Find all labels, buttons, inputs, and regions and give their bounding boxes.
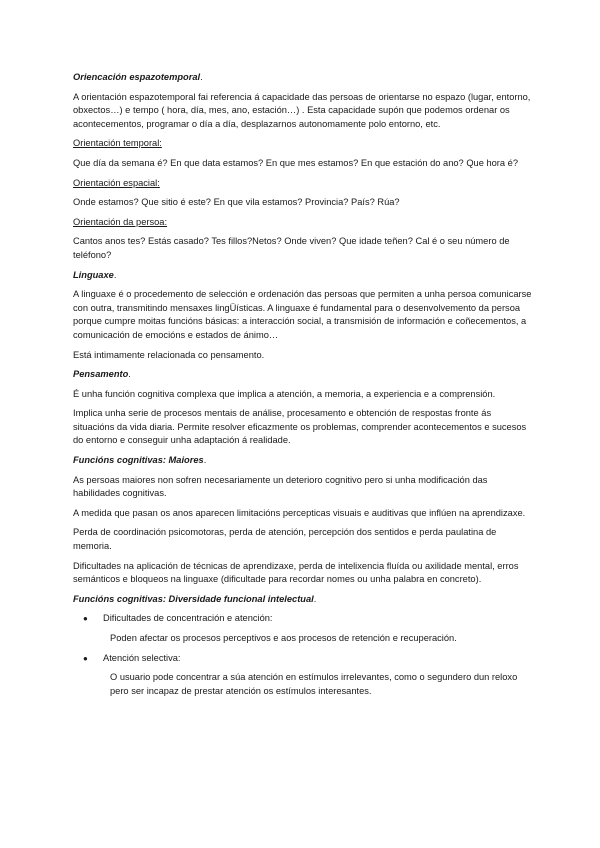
paragraph-persoa: Cantos anos tes? Estás casado? Tes fillos?Netos? Onde viven? Que idade teñen? Cal é o seu número de teléfono? xyxy=(73,236,510,260)
list-item-description: Poden afectar os procesos perceptivos e aos procesos de retención e recuperación. xyxy=(110,633,457,643)
list-item-label: Dificultades de concentración e atención: xyxy=(103,613,273,624)
title-period: . xyxy=(128,369,131,380)
list-item-description: O usuario pode concentrar a súa atención en estímulos irrelevantes, como o segundero dun reloxo pero ser incapaz de prestar atención os estímulos interesantes. xyxy=(110,672,518,696)
paragraph-linguaxe-2: Está intimamente relacionada co pensamento. xyxy=(73,349,265,360)
bullet-icon: ● xyxy=(83,653,88,663)
paragraph-maiores-2: A medida que pasan os anos aparecen limitacións percepticas visuais e auditivas que inflúen na aprendizaxe. xyxy=(73,507,526,518)
section-title-text: Pensamento xyxy=(73,369,129,380)
title-period: . xyxy=(313,593,317,604)
list-item xyxy=(73,612,533,626)
paragraph-maiores-3: Perda de coordinación psicomotoras, perda de atención, percepción dos sentidos e perda paulatina de memoria. xyxy=(73,527,497,552)
subheading-persoa: Orientación da persoa: xyxy=(73,216,168,227)
section-title-orientacion xyxy=(73,71,533,85)
section-title-maiores xyxy=(73,454,533,468)
section-title-linguaxe xyxy=(73,269,533,283)
section-title-text: Funcións cognitivas: Diversidade funcional intelectual xyxy=(73,593,314,604)
document-page xyxy=(73,71,533,704)
paragraph-maiores-1: As persoas maiores non sofren necesariamente un deterioro cognitivo pero si unha modificación das habilidades cognitivas. xyxy=(73,474,488,499)
section-title-text: Oriencación espazotemporal xyxy=(73,72,201,82)
paragraph-pensamento: É unha función cognitiva complexa que implica a atención, a memoria, a experiencia e a comprensión. xyxy=(73,388,496,399)
title-period: . xyxy=(203,455,207,466)
paragraph-temporal: Que día da semana é? En que data estamos? En que mes estamos? En que estación do ano? Que hora é? xyxy=(73,157,519,168)
section-title-text: Linguaxe xyxy=(73,269,114,280)
paragraph-orientacion: A orientación espazotemporal fai referencia á capacidade das persoas de orientarse no espazo (lugar, entorno, obxectos…) e tempo ( hora, día, mes, ano, estación…) . Esta capacidade supón que podemos ordenar os acontecementos, programar o día a día, desplazarnos autonomamente polo entorno, etc. xyxy=(73,91,531,129)
paragraph-pensamento-2: Implica unha serie de procesos mentais de análise, procesamento e obtención de respostas fronte ás situacións da vida diaria. Permite resolver eficazmente os problemas, comprender acontecementos e sucesos do entorno e conseguir unha adaptación á realidade. xyxy=(73,408,527,446)
title-period: . xyxy=(113,269,117,280)
paragraph-maiores-4: Dificultades na aplicación de técnicas de aprendizaxe, perda de intelixencia fluída ou axilidade mental, erros semánticos e bloqueos na linguaxe (dificultade para recordar nomes ou unha palabra en concreto). xyxy=(73,560,519,585)
bullet-icon: ● xyxy=(83,614,88,624)
list-item-label: Atención selectiva: xyxy=(103,652,181,663)
paragraph-linguaxe: A linguaxe é o procedemento de selección e ordenación das persoas que permiten a unha persoa comunicarse con outra, transmitindo mensaxes lingÜísticas. A linguaxe é fundamental para o desenvolvemento da persoa porque cumpre moitas funcións básicas: a interacción social, a transmisión de información e coñecementos, a comunicación de emocións e estados de ánimo… xyxy=(73,289,532,340)
paragraph-espacial: Onde estamos? Que sitio é este? En que vila estamos? Provincia? País? Rúa? xyxy=(73,197,400,208)
list-item xyxy=(73,652,533,666)
section-title-diversidade xyxy=(73,593,533,607)
section-title-text: Funcións cognitivas: Maiores xyxy=(73,455,204,466)
title-period: . xyxy=(200,72,203,82)
subheading-espacial: Orientación espacial: xyxy=(73,177,160,188)
subheading-temporal: Orientación temporal: xyxy=(73,138,162,149)
section-title-pensamento xyxy=(73,368,533,382)
